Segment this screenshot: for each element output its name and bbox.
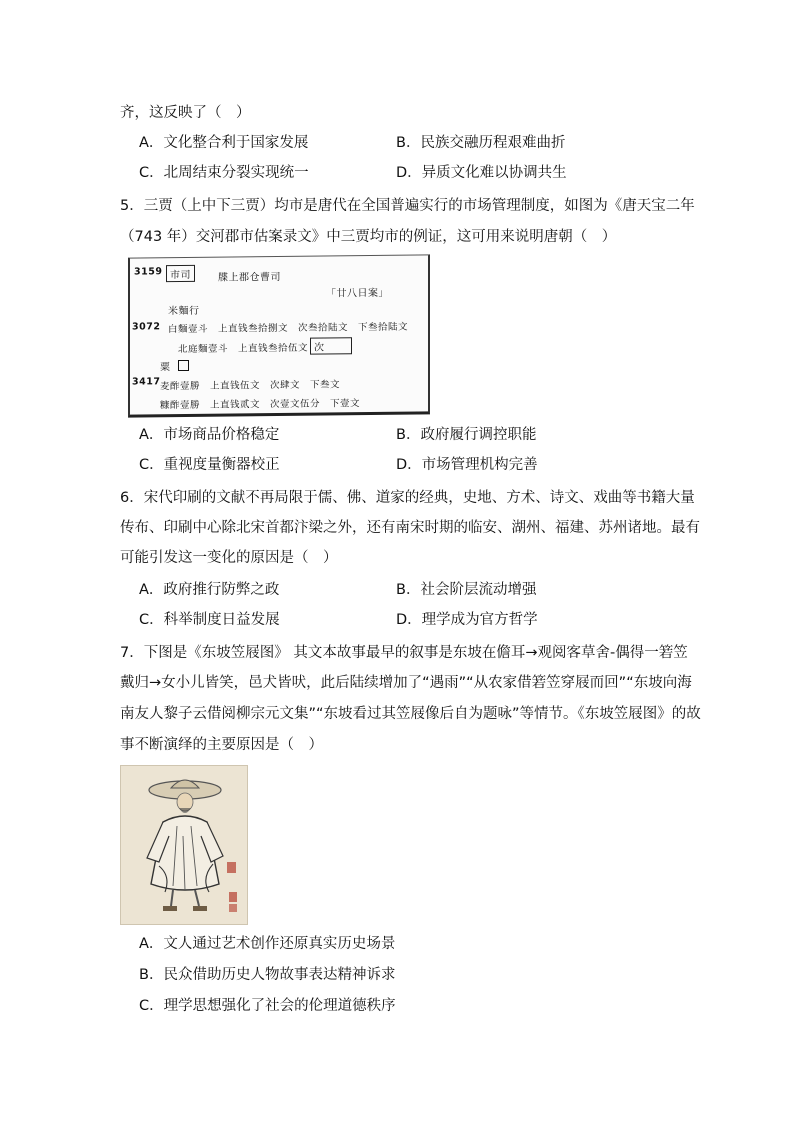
q6-stem-line-3: 可能引发这一变化的原因是（ ）	[120, 550, 338, 566]
q6-stem-line-1: 6．宋代印刷的文献不再局限于儒、佛、道家的经典，史地、方术、诗文、戏曲等书籍大量	[120, 490, 695, 506]
doc-text: 糠酢壹勝 上直钱贰文 次壹文伍分 下壹文	[160, 398, 361, 412]
q7-stem-line-1: 7．下图是《东坡笠屐图》 其文本故事最早的叙事是东坡在儋耳→观阅客草舍-偶得一箬笠	[120, 645, 688, 661]
q7-option-a: A．文人通过艺术创作还原真实历史场景	[139, 936, 396, 952]
q4-option-c: C．北周结束分裂实现统一	[139, 165, 309, 181]
q7-option-b: B．民众借助历史人物故事表达精神诉求	[139, 967, 396, 983]
doc-text: 米麵行	[168, 305, 200, 318]
q5-option-d: D．市场管理机构完善	[396, 457, 538, 473]
doc-text: 粟	[160, 362, 171, 374]
q7-stem-line-2: 戴归→女小儿皆笑，邑犬皆吠，此后陆续增加了“遇雨”“从农家借箬笠穿屐而回”“东坡向海	[120, 675, 692, 691]
q7-option-c: C．理学思想强化了社会的伦理道德秩序	[139, 998, 396, 1014]
q7-stem-line-4: 事不断演绎的主要原因是（ ）	[120, 737, 323, 753]
doc-row-number: 3072	[132, 321, 161, 333]
doc-text: 麦酢壹勝 上直钱伍文 次肆文 下叁文	[160, 379, 341, 393]
q6-option-b: B．社会阶层流动增强	[396, 582, 537, 598]
market-price-document-image	[128, 254, 430, 417]
q4-option-b: B．民族交融历程艰难曲折	[396, 135, 566, 151]
q6-option-d: D．理学成为官方哲学	[396, 612, 538, 628]
q4-stem-tail: 齐，这反映了（ ）	[120, 105, 251, 121]
q5-option-a: A．市场商品价格稳定	[139, 427, 280, 443]
doc-boxed-stamp: 市司	[166, 265, 195, 282]
doc-text: 白麵壹斗 上直钱叁拾捌文 次叁拾陆文 下叁拾陆文	[168, 321, 409, 336]
doc-blank-square	[178, 360, 189, 371]
doc-row-number: 3159	[134, 266, 163, 278]
q6-stem-line-2: 传布、印刷中心除北宋首都汴梁之外，还有南宋时期的临安、湖州、福建、苏州诸地。最有	[120, 520, 700, 536]
q7-stem-line-3: 南友人黎子云借阅柳宗元文集”“东坡看过其笠屐像后自为题咏”等情节。《东坡笠屐图》的故	[120, 706, 701, 722]
q5-option-c: C．重视度量衡器校正	[139, 457, 280, 473]
q6-option-c: C．科举制度日益发展	[139, 612, 280, 628]
doc-row-number: 3417	[132, 376, 161, 388]
q5-option-b: B．政府履行调控职能	[396, 427, 537, 443]
doc-text: 北庭麵壹斗 上直钱叁拾伍文	[178, 342, 309, 356]
q4-option-a: A．文化整合利于国家发展	[139, 135, 309, 151]
q6-option-a: A．政府推行防弊之政	[139, 582, 280, 598]
doc-boxed-char: 次	[310, 337, 352, 354]
q5-stem-line-2: （743 年）交河郡市估案录文》中三贾均市的例证，这可用来说明唐朝（ ）	[120, 229, 617, 245]
doc-text: 「廿八日案」	[326, 287, 389, 300]
q4-option-d: D．异质文化难以协调共生	[396, 165, 567, 181]
doc-text: 牒上郡仓曹司	[218, 271, 281, 284]
dongpo-straw-hat-painting	[120, 765, 248, 925]
q5-stem-line-1: 5．三贾（上中下三贾）均市是唐代在全国普遍实行的市场管理制度，如图为《唐天宝二年	[120, 198, 695, 214]
